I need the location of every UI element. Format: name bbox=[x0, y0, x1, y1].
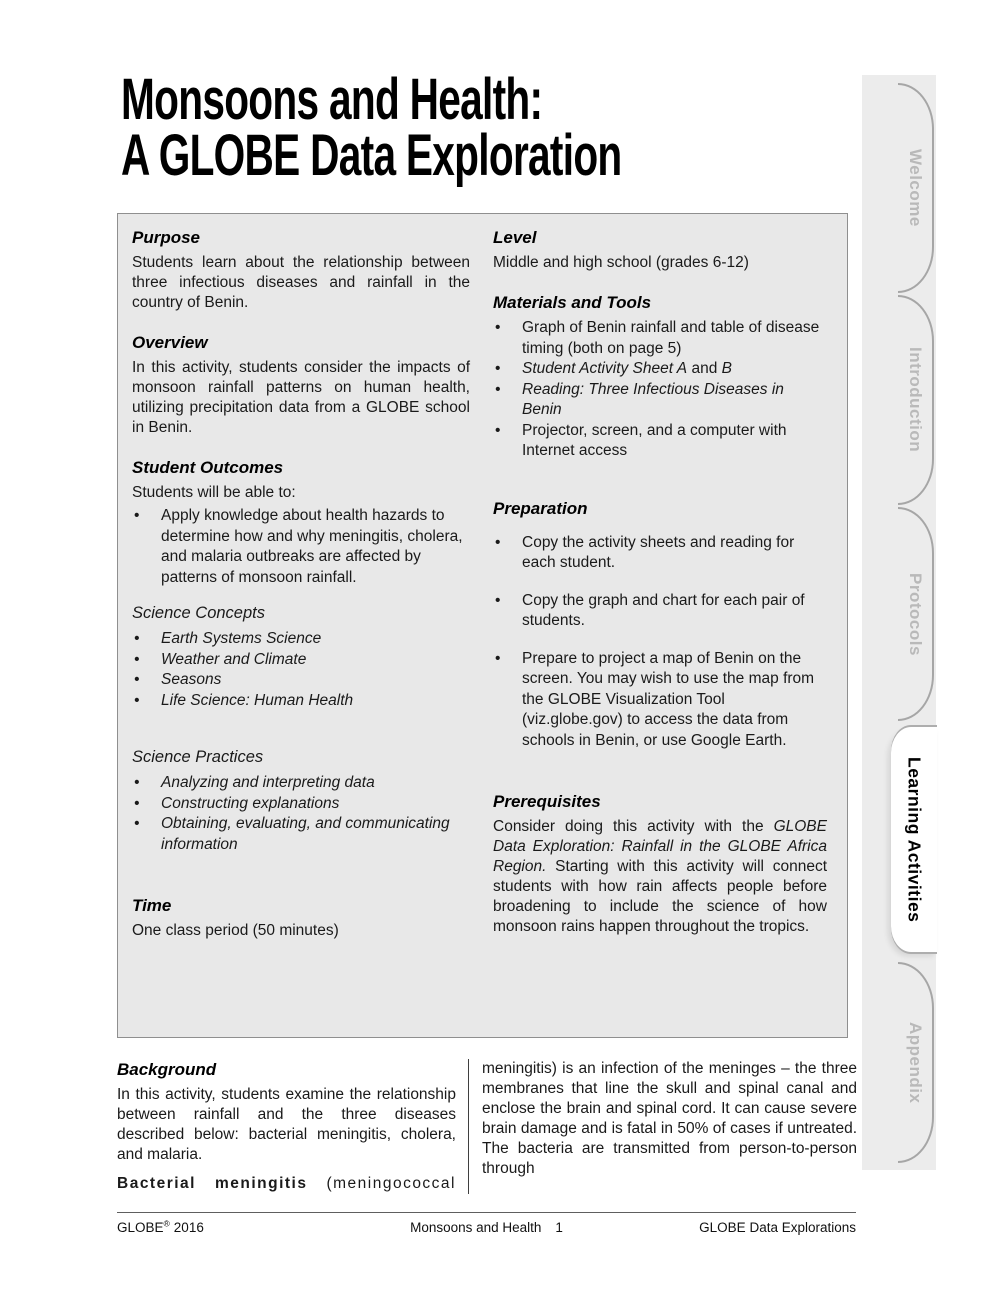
list-item: • Prepare to project a map of Benin on the screen. You may wish to use the map from the GLOBE Visualization Tool (viz.globe.gov) to access the data from schools in Benin, or use Google Earth. bbox=[493, 649, 827, 752]
student-outcomes-heading: Student Outcomes bbox=[132, 458, 284, 477]
title-line-1: Monsoons and Health: bbox=[121, 67, 543, 132]
footer-credit bbox=[117, 1220, 204, 1235]
background-left-column bbox=[117, 1059, 468, 1194]
list-item: • Constructing explanations bbox=[132, 794, 470, 815]
preparation-heading: Preparation bbox=[493, 498, 588, 518]
list-item: • Reading: Three Infectious Diseases in Benin bbox=[493, 380, 827, 421]
background-heading: Background bbox=[117, 1060, 217, 1079]
tab-learning-activities-label: Learning Activities bbox=[904, 756, 925, 923]
footer-year: 2016 bbox=[173, 1220, 204, 1235]
level-heading: Level bbox=[493, 228, 537, 247]
footer-document-title: Monsoons and Health bbox=[410, 1220, 542, 1235]
science-practices-list bbox=[132, 773, 470, 855]
title-line-2: A GLOBE Data Exploration bbox=[121, 123, 622, 188]
prerequisites-heading: Prerequisites bbox=[493, 792, 601, 811]
science-concepts-heading: Science Concepts bbox=[132, 604, 265, 622]
tab-welcome[interactable] bbox=[898, 83, 934, 293]
materials-heading: Materials and Tools bbox=[493, 293, 652, 312]
science-practices-heading: Science Practices bbox=[132, 748, 264, 766]
activity-info-box bbox=[117, 213, 848, 1038]
footer-center bbox=[410, 1220, 563, 1235]
list-item: • Graph of Benin rainfall and table of disease timing (both on page 5) bbox=[493, 318, 827, 359]
background-body-2-rest: (meningococcal bbox=[307, 1175, 456, 1192]
tab-learning-activities[interactable] bbox=[891, 727, 937, 952]
info-box-left-column bbox=[132, 227, 470, 1037]
purpose-heading: Purpose bbox=[132, 228, 201, 247]
list-item: • Earth Systems Science bbox=[132, 629, 470, 650]
list-item: • Analyzing and interpreting data bbox=[132, 773, 470, 794]
student-outcomes-intro: Students will be able to: bbox=[132, 484, 296, 501]
footer-row bbox=[117, 1220, 856, 1235]
tab-introduction-label: Introduction bbox=[906, 347, 925, 453]
tab-appendix-label: Appendix bbox=[906, 1021, 925, 1104]
tab-protocols[interactable] bbox=[898, 507, 934, 721]
list-item: • Life Science: Human Health bbox=[132, 691, 470, 712]
materials-item2-italic: Student Activity Sheet A bbox=[522, 360, 688, 377]
overview-heading: Overview bbox=[132, 333, 208, 352]
footer-brand: GLOBE bbox=[117, 1220, 164, 1235]
tab-appendix[interactable] bbox=[898, 962, 934, 1163]
prerequisites-body bbox=[493, 817, 827, 937]
list-item: • Weather and Climate bbox=[132, 650, 470, 671]
page-title bbox=[121, 67, 622, 188]
background-section bbox=[117, 1059, 857, 1194]
list-item: • Seasons bbox=[132, 670, 470, 691]
list-item bbox=[493, 359, 827, 380]
list-item: • Obtaining, evaluating, and communicating information bbox=[132, 814, 470, 855]
list-item: • Copy the graph and chart for each pair of students. bbox=[493, 591, 827, 632]
section-tabs-sidebar bbox=[862, 75, 936, 1170]
student-outcomes-list bbox=[132, 506, 470, 588]
prerequisites-italic-title: GLOBE Data Exploration: Rainfall in the GLOBE Africa Region. bbox=[493, 818, 827, 875]
prerequisites-text-rest: Starting with this activity will connect students with how rain affects people before broadening to include the science of how monsoon rains happen throughout the tropics. bbox=[493, 858, 827, 935]
registered-trademark-icon: ® bbox=[163, 1218, 170, 1229]
materials-item2-italic2: B bbox=[721, 360, 732, 377]
list-item: • Apply knowledge about health hazards to determine how and why meningitis, cholera, and malaria outbreaks are affected by patterns of monsoon rainfall. bbox=[132, 506, 470, 588]
background-right-column bbox=[468, 1059, 857, 1194]
prerequisites-text: Consider doing this activity with the bbox=[493, 818, 774, 835]
time-heading: Time bbox=[132, 896, 172, 915]
materials-item2-plain: and bbox=[687, 360, 722, 377]
list-item: • Copy the activity sheets and reading for each student. bbox=[493, 533, 827, 574]
background-body: In this activity, students examine the relationship between rainfall and the three diseases described below: bacterial meningitis, cholera, and malaria. bbox=[117, 1086, 456, 1163]
list-item: • Projector, screen, and a computer with Internet access bbox=[493, 421, 827, 462]
background-body-2 bbox=[117, 1174, 456, 1194]
tab-welcome-label: Welcome bbox=[906, 149, 925, 227]
page-number: 1 bbox=[555, 1220, 563, 1235]
tab-introduction[interactable] bbox=[898, 295, 934, 505]
page-footer bbox=[117, 1212, 856, 1235]
purpose-body: Students learn about the relationship between three infectious diseases and rainfall in the country of Benin. bbox=[132, 254, 470, 311]
footer-series-title: GLOBE Data Explorations bbox=[699, 1220, 856, 1235]
materials-list bbox=[493, 318, 827, 462]
bacterial-meningitis-term: Bacterial meningitis bbox=[117, 1175, 308, 1192]
preparation-list bbox=[493, 533, 827, 752]
tab-protocols-label: Protocols bbox=[906, 572, 925, 656]
overview-body: In this activity, students consider the impacts of monsoon rainfall patterns on human health, utilizing precipitation data from a GLOBE school in Benin. bbox=[132, 359, 470, 436]
time-body: One class period (50 minutes) bbox=[132, 922, 339, 939]
background-body-continued: meningitis) is an infection of the meninges – the three membranes that line the skull and spinal canal and enclose the brain and spinal cord. It can cause severe brain damage and is fatal in 50% of cases if untreated. The bacteria are transmitted from person-to-person through bbox=[482, 1060, 857, 1177]
science-concepts-list bbox=[132, 629, 470, 711]
level-body: Middle and high school (grades 6-12) bbox=[493, 254, 749, 271]
info-box-right-column bbox=[493, 227, 827, 1037]
